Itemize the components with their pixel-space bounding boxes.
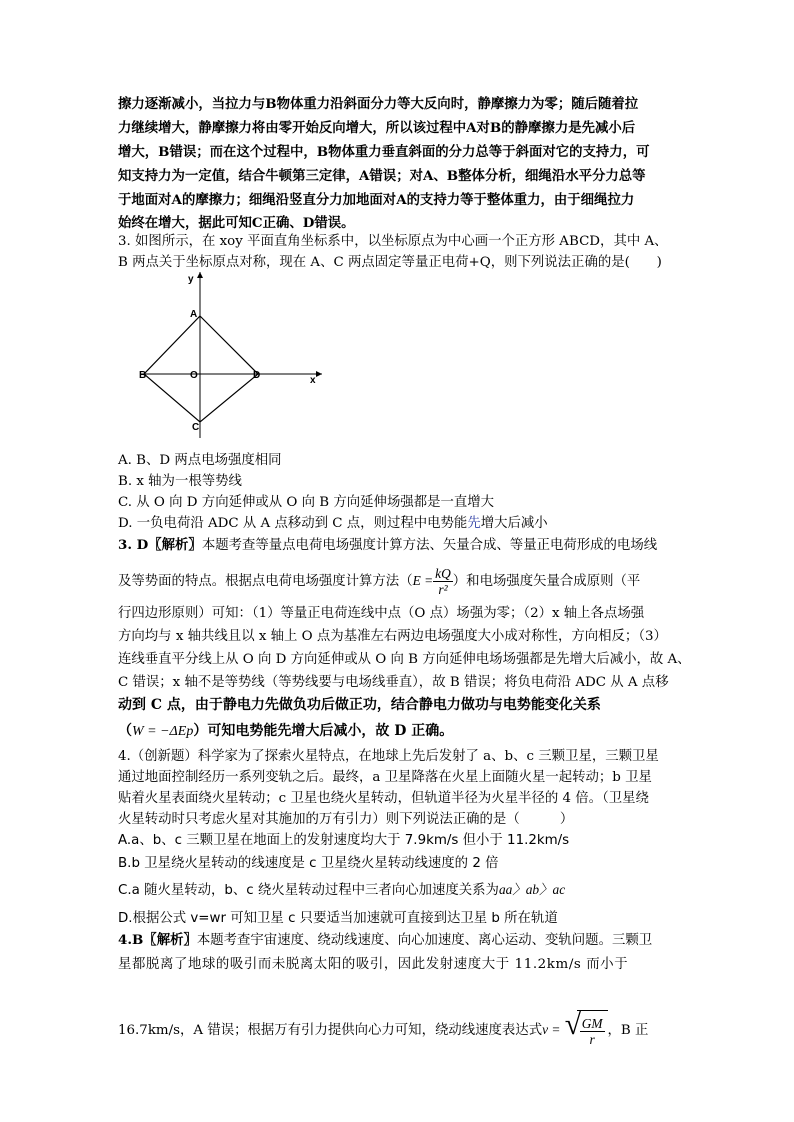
q3-coordinate-figure bbox=[130, 268, 330, 443]
q3-option-d bbox=[118, 516, 548, 532]
q4-answer-text-3b: ，B 正 bbox=[607, 1023, 649, 1038]
q4-option-a: A.a、b、c 三颗卫星在地面上的发射速度均大于 7.9km/s 但小于 11.2km/s bbox=[118, 833, 570, 848]
q3-answer-line-8: （W = −ΔEp）可知电势能先增大后减小，故 D 正确。 bbox=[118, 723, 454, 739]
formula-e-lhs: E = bbox=[412, 573, 434, 588]
q3-answer-text-2b: ）和电场强度矢量合成原则（平 bbox=[452, 574, 641, 589]
formula-e-fraction bbox=[433, 566, 453, 597]
q3-answer-line-6: C 错误；x 轴不是等势线（等势线要与电场线垂直），故 B 错误；将负电荷沿 ADC 从 A 点移 bbox=[118, 675, 669, 690]
formula-v-denominator: r bbox=[589, 1032, 595, 1048]
q4-stem-line-4: 火星转动时只考虑火星对其施加的万有引力）则下列说法正确的是（ ） bbox=[118, 812, 574, 827]
formula-e-denominator: r² bbox=[438, 582, 448, 597]
q3-option-b: B. x 轴为一根等势线 bbox=[118, 474, 242, 489]
q3-answer-text-2a: 及等势面的特点。根据点电荷电场强度计算方法（ bbox=[118, 574, 413, 589]
q4-stem-line-3: 贴着火星表面绕火星转动；c 卫星也绕火星转动，但轨道半径为火星半径的 4 倍。（卫星绕 bbox=[118, 791, 649, 806]
q4-stem-line-1: 4.（创新题）科学家为了探索火星特点，在地球上先后发射了 a、b、c 三颗卫星，三颗卫星 bbox=[118, 749, 659, 764]
q4-answer-text-3a: 16.7km/s，A 错误；根据万有引力提供向心力可知，绕动线速度表达式 bbox=[118, 1023, 543, 1038]
intro-line-6: 始终在增大，据此可知C正确、D错误。 bbox=[118, 215, 355, 231]
q3-option-d-text: D. 一负电荷沿 ADC 从 A 点移动到 C 点，则过程中电势能 bbox=[118, 516, 468, 531]
q3-answer-line-1 bbox=[118, 537, 657, 554]
formula-acceleration-order: aa〉ab〉ac bbox=[498, 882, 566, 897]
q4-option-d: D.根据公式 v=wr 可知卫星 c 只要适当加速就可直接到达卫星 b 所在轨道 bbox=[118, 911, 558, 926]
point-a-label: A bbox=[190, 309, 198, 320]
q3-stem-line-1: 3. 如图所示，在 xoy 平面直角坐标系中，以坐标原点为中心画一个正方形 ABCD，其中 A、 bbox=[118, 234, 668, 249]
intro-line-2: 力继续增大，静摩擦力将由零开始反向增大，所以该过程中A对B的静摩擦力是先减小后 bbox=[118, 120, 636, 136]
q3-option-d-highlight: 先 bbox=[467, 516, 481, 531]
intro-line-4: 知支持力为一定值，结合牛顿第三定律，A错误；对A、B整体分析，细绳沿水平分力总等 bbox=[118, 168, 646, 184]
q4-answer-text-1: 本题考查宇宙速度、绕动线速度、向心加速度、离心运动、变轨问题。三颗卫 bbox=[196, 933, 653, 948]
formula-v-fraction bbox=[580, 1016, 605, 1047]
q3-answer-line-3: 行四边形原则）可知：（1）等量正电荷连线中点（O 点）场强为零；（2）x 轴上各点场强 bbox=[118, 606, 645, 621]
intro-line-5: 于地面对A的摩擦力；细绳沿竖直分力加地面对A的支持力等于整体重力，由于细绳拉力 bbox=[118, 192, 635, 208]
q4-option-b: B.b 卫星绕火星转动的线速度是 c 卫星绕火星转动线速度的 2 倍 bbox=[118, 856, 499, 871]
point-c-label: C bbox=[192, 422, 200, 433]
point-b-label: B bbox=[139, 370, 147, 381]
formula-v-numerator: GM bbox=[581, 1016, 603, 1032]
q4-answer-line-2: 星都脱离了地球的吸引而未脱离太阳的吸引，因此发射速度大于 11.2km/s 而小于 bbox=[118, 957, 629, 972]
square-abcd bbox=[144, 316, 261, 422]
q3-option-a: A. B、D 两点电场强度相同 bbox=[118, 453, 282, 468]
sqrt-icon: √ bbox=[564, 1008, 582, 1041]
q3-answer-line-5: 连线垂直平分线上从 O 向 D 方向延伸或从 O 向 B 方向延伸电场场强都是先增大后减小，故 A、 bbox=[118, 652, 691, 667]
formula-v-sqrt bbox=[565, 1010, 608, 1051]
q4-answer-line-3 bbox=[118, 1010, 648, 1051]
q3-answer-text-8: 可知电势能先增大后减小，故 D 正确。 bbox=[207, 723, 454, 739]
q3-option-d-tail: 增大后减小 bbox=[480, 516, 548, 531]
q4-answer-line-1 bbox=[118, 932, 652, 949]
intro-line-1: 擦力逐渐减小，当拉力与B物体重力沿斜面分力等大反向时，静摩擦力为零；随后随着拉 bbox=[118, 96, 639, 112]
q3-answer-line-7: 动到 C 点，由于静电力先做负功后做正功，结合静电力做功与电势能变化关系 bbox=[118, 697, 601, 713]
formula-v-lhs: v = bbox=[542, 1022, 561, 1037]
q3-answer-text-1: 本题考查等量点电荷电场强度计算方法、矢量合成、等量正电荷形成的电场线 bbox=[201, 538, 658, 553]
intro-line-3: 增大，B错误；而在这个过程中，B物体重力垂直斜面的分力总等于斜面对它的支持力，可 bbox=[118, 144, 650, 160]
point-o-label: O bbox=[190, 370, 198, 381]
q3-stem-line-2: B 两点关于坐标原点对称，现在 A、C 两点固定等量正电荷+Q，则下列说法正确的是( ) bbox=[118, 255, 662, 270]
q3-answer-tag: 3. D〖解析〗 bbox=[118, 537, 202, 553]
formula-work-energy: W = −ΔEp bbox=[132, 724, 194, 739]
q4-option-c-text: C.a 随火星转动，b、c 绕火星转动过程中三者向心加速度关系为 bbox=[118, 883, 499, 898]
formula-e-numerator: kQ bbox=[435, 566, 451, 581]
q4-stem-line-2: 通过地面控制经历一系列变轨之后。最终，a 卫星降落在火星上面随火星一起转动；b 卫星 bbox=[118, 770, 652, 785]
x-axis-label: x bbox=[310, 375, 316, 386]
q4-option-c bbox=[118, 882, 565, 899]
q4-answer-tag: 4.B〖解析〗 bbox=[118, 932, 197, 948]
q3-answer-line-4: 方向均与 x 轴共线且以 x 轴上 O 点为基准左右两边电场强度大小成对称性，方向相反；（3） bbox=[118, 629, 667, 644]
q3-option-c: C. 从 O 向 D 方向延伸或从 O 向 B 方向延伸场强都是一直增大 bbox=[118, 495, 495, 510]
point-d-label: D bbox=[253, 370, 261, 381]
q3-answer-line-2 bbox=[118, 566, 640, 597]
y-axis-label: y bbox=[188, 274, 194, 285]
